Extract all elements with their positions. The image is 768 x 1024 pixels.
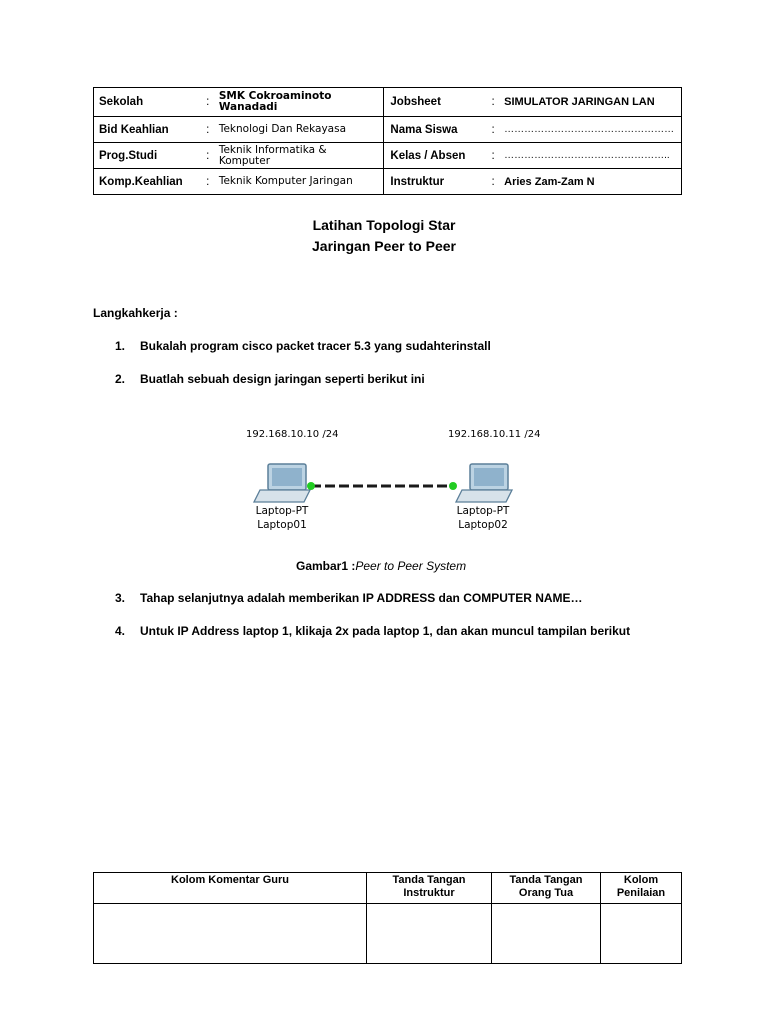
laptop2-type: Laptop-PT xyxy=(456,505,510,517)
competency-label: Komp.Keahlian xyxy=(94,169,201,195)
laptop1-type: Laptop-PT xyxy=(255,505,309,517)
step-number: 2. xyxy=(115,372,126,386)
topology-drawing xyxy=(240,450,550,510)
colon: : xyxy=(486,117,500,143)
step-number: 3. xyxy=(115,591,126,605)
assessment-table xyxy=(93,872,682,964)
jobsheet-value: SIMULATOR JARINGAN LAN xyxy=(500,88,681,117)
school-value: SMK Cokroaminoto Wanadadi xyxy=(215,88,384,117)
parent-signature-header: Tanda Tangan Orang Tua xyxy=(492,873,601,904)
caption-text: Peer to Peer System xyxy=(355,559,467,573)
step-text: Untuk IP Address laptop 1, klikaja 2x pada laptop 1, dan akan muncul tampilan berikut xyxy=(140,624,631,638)
school-label: Sekolah xyxy=(94,88,201,117)
colon: : xyxy=(201,143,215,169)
page-subtitle: Jaringan Peer to Peer xyxy=(312,238,456,254)
colon: : xyxy=(201,117,215,143)
colon: : xyxy=(486,143,500,169)
colon: : xyxy=(486,88,500,117)
laptop-icon xyxy=(254,464,310,502)
teacher-comment-cell xyxy=(94,904,367,964)
student-name-blank: …………………………………………… xyxy=(500,117,681,143)
table-row xyxy=(94,117,682,143)
laptop1-ip: 192.168.10.10 /24 xyxy=(246,429,339,440)
field-value: Teknologi Dan Rekayasa xyxy=(215,117,384,143)
class-blank: ………………………………………….. xyxy=(500,143,681,169)
colon: : xyxy=(201,169,215,195)
class-label: Kelas / Absen xyxy=(384,143,486,169)
score-cell xyxy=(601,904,682,964)
program-value: Teknik Informatika & Komputer xyxy=(215,143,384,169)
page-title: Latihan Topologi Star xyxy=(312,217,456,233)
port-indicator xyxy=(307,482,315,490)
instructor-signature-cell xyxy=(367,904,492,964)
colon: : xyxy=(486,169,500,195)
step-text: Tahap selanjutnya adalah memberikan IP ADDRESS dan COMPUTER NAME… xyxy=(140,591,583,605)
caption-label: Gambar1 : xyxy=(296,559,356,573)
step-number: 1. xyxy=(115,339,126,353)
laptop2-ip: 192.168.10.11 /24 xyxy=(448,429,541,440)
network-diagram xyxy=(240,420,550,540)
table-row xyxy=(94,873,682,904)
laptop2-name: Laptop02 xyxy=(458,519,508,531)
step-text: Buatlah sebuah design jaringan seperti berikut ini xyxy=(140,372,425,386)
score-header: Kolom Penilaian xyxy=(601,873,682,904)
parent-signature-cell xyxy=(492,904,601,964)
teacher-comment-header: Kolom Komentar Guru xyxy=(94,873,367,904)
laptop1-name: Laptop01 xyxy=(257,519,307,531)
program-label: Prog.Studi xyxy=(94,143,201,169)
field-label: Bid Keahlian xyxy=(94,117,201,143)
table-row xyxy=(94,904,682,964)
table-row xyxy=(94,169,682,195)
instructor-signature-header: Tanda Tangan Instruktur xyxy=(367,873,492,904)
colon: : xyxy=(201,88,215,117)
step-number: 4. xyxy=(115,624,126,638)
table-row xyxy=(94,143,682,169)
student-name-label: Nama Siswa xyxy=(384,117,486,143)
header-info-table xyxy=(93,87,682,195)
instructor-value: Aries Zam-Zam N xyxy=(500,169,681,195)
laptop-icon xyxy=(456,464,512,502)
competency-value: Teknik Komputer Jaringan xyxy=(215,169,384,195)
jobsheet-label: Jobsheet xyxy=(384,88,486,117)
instructor-label: Instruktur xyxy=(384,169,486,195)
table-row xyxy=(94,88,682,117)
port-indicator xyxy=(449,482,457,490)
figure-caption xyxy=(296,559,466,573)
steps-heading: Langkahkerja : xyxy=(93,306,178,320)
step-text: Bukalah program cisco packet tracer 5.3 yang sudahterinstall xyxy=(140,339,491,353)
